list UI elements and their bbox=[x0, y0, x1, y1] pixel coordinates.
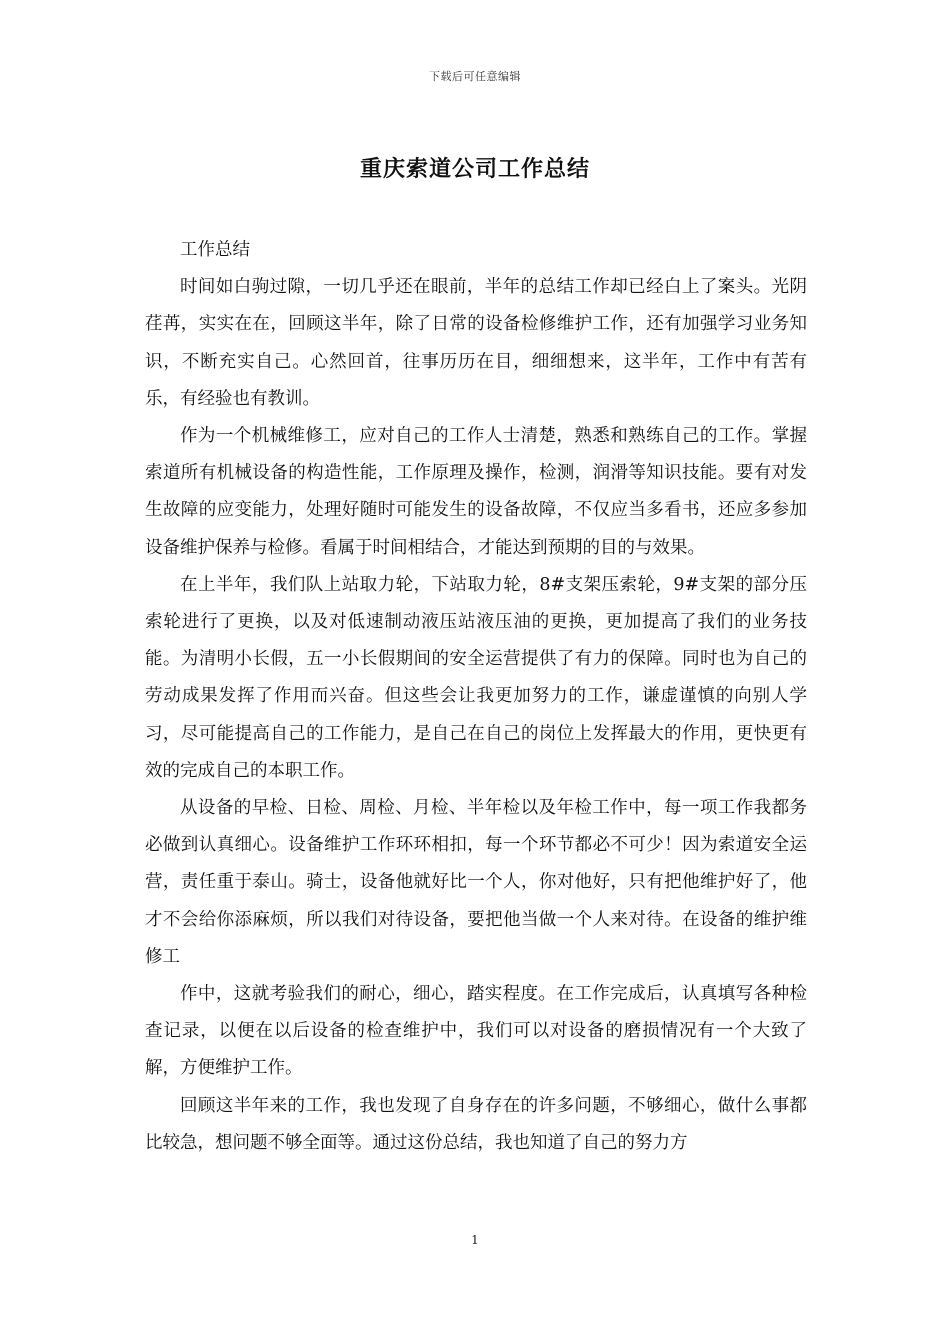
header-note: 下载后可任意编辑 bbox=[429, 70, 521, 83]
paragraph: 在上半年，我们队上站取力轮，下站取力轮，8#支架压索轮，9#支架的部分压索轮进行了更换，以及对低速制动液压站液压油的更换，更加提高了我们的业务技能。为清明小长假，五一小长假期间的安全运营提供了有力的保障。同时也为自己的劳动成果发挥了作用而兴奋。但这些会让我更加努力的工作，谦虚谨慎的向别人学习，尽可能提高自己的工作能力，是自己在自己的岗位上发挥最大的作用，更快更有效的完成自己的本职工作。 bbox=[145, 574, 807, 781]
paragraph-heading: 工作总结 bbox=[180, 240, 250, 260]
paragraph: 作中，这就考验我们的耐心，细心，踏实程度。在工作完成后，认真填写各种检查记录，以便在以后设备的检查维护中，我们可以对设备的磨损情况有一个大致了解，方便维护工作。 bbox=[145, 984, 807, 1079]
paragraph: 作为一个机械维修工，应对自己的工作人士清楚，熟悉和熟练自己的工作。掌握索道所有机械设备的构造性能，工作原理及操作，检测，润滑等知识技能。要有对发生故障的应变能力，处理好随时可能发生的设备故障，不仅应当多看书，还应多参加设备维护保养与检修。看属于时间相结合，才能达到预期的目的与效果。 bbox=[145, 426, 807, 558]
paragraph: 从设备的早检、日检、周检、月检、半年检以及年检工作中，每一项工作我都务必做到认真细心。设备维护工作环环相扣，每一个环节都必不可少！因为索道安全运营，责任重于泰山。骑士，设备他就好比一个人，你对他好，只有把他维护好了，他才不会给你添麻烦，所以我们对待设备，要把他当做一个人来对待。在设备的维护维修工 bbox=[145, 798, 807, 967]
paragraph: 时间如白驹过隙，一切几乎还在眼前，半年的总结工作却已经白上了案头。光阴荏苒，实实在在，回顾这半年，除了日常的设备检修维护工作，还有加强学习业务知识，不断充实自己。心然回首，往事历历在目，细细想来，这半年，工作中有苦有乐，有经验也有教训。 bbox=[145, 277, 807, 409]
page-number: 1 bbox=[471, 1233, 479, 1247]
document-body bbox=[145, 232, 807, 1162]
document-title: 重庆索道公司工作总结 bbox=[359, 156, 590, 182]
paragraph: 回顾这半年来的工作，我也发现了自身存在的许多问题，不够细心，做什么事都比较急，想问题不够全面等。通过这份总结，我也知道了自己的努力方 bbox=[145, 1095, 807, 1153]
